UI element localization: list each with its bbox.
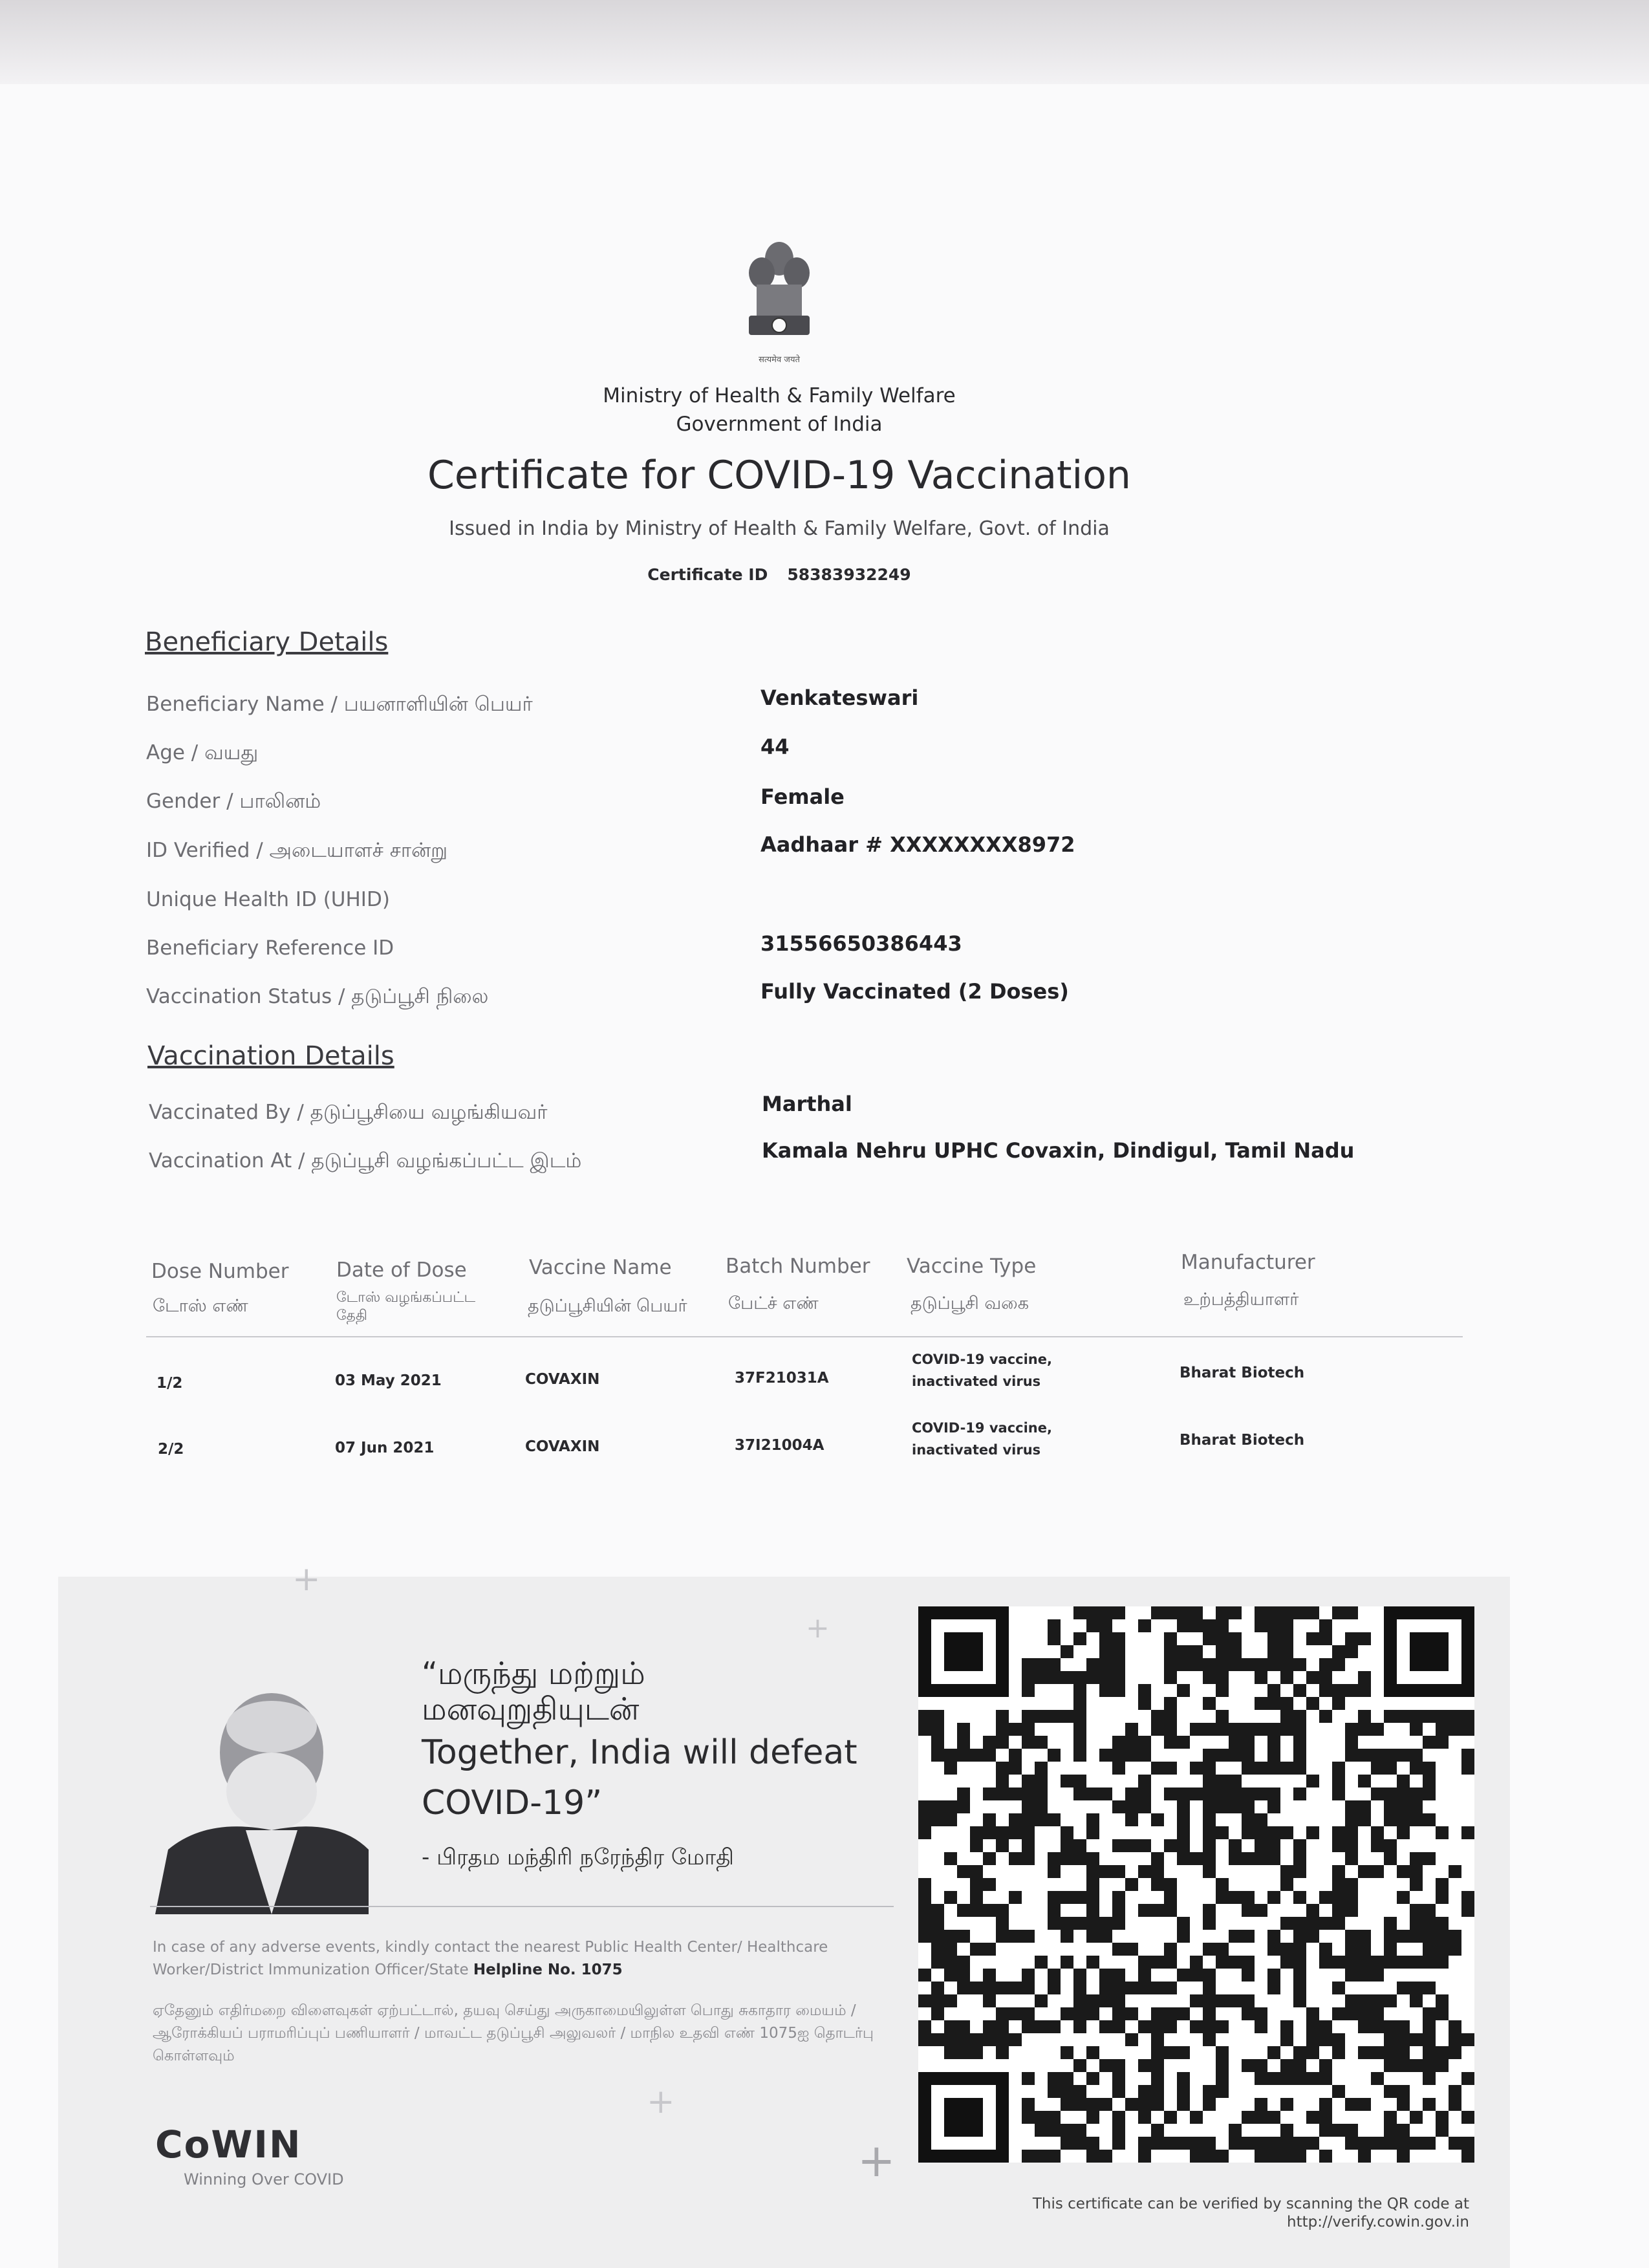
beneficiary-heading: Beneficiary Details bbox=[145, 627, 389, 657]
vaccinated-by-label: Vaccinated By / தடுப்பூசியை வழங்கியவர் bbox=[149, 1101, 548, 1124]
dose2-type-line1: COVID-19 vaccine, bbox=[912, 1420, 1052, 1436]
plus-decoration-icon: + bbox=[857, 2134, 896, 2187]
th-vaccine-type: Vaccine Type bbox=[907, 1255, 1037, 1278]
quote-tamil-line2: மனவுறுதியுடன் bbox=[422, 1691, 640, 1727]
quote-attribution: - பிரதம மந்திரி நரேந்திர மோதி bbox=[422, 1844, 734, 1870]
scan-shadow bbox=[0, 0, 1649, 84]
th-dose-number: Dose Number bbox=[151, 1260, 289, 1283]
adverse-events-english bbox=[153, 1936, 896, 1982]
th-date-of-dose: Date of Dose bbox=[336, 1258, 467, 1282]
dose1-number: 1/2 bbox=[156, 1375, 183, 1392]
quote-tamil-line1: “மருந்து மற்றும் bbox=[422, 1656, 645, 1692]
th-dose-number-ta: டோஸ் எண் bbox=[153, 1296, 248, 1316]
vaccination-at-label: Vaccination At / தடுப்பூசி வழங்கப்பட்ட இடம் bbox=[149, 1149, 582, 1172]
dose1-manufacturer: Bharat Biotech bbox=[1180, 1365, 1305, 1381]
dose1-type-line1: COVID-19 vaccine, bbox=[912, 1352, 1052, 1367]
verification-note bbox=[905, 2195, 1469, 2231]
age-value: 44 bbox=[760, 735, 790, 759]
vaccination-status-label: Vaccination Status / தடுப்பூசி நிலை bbox=[146, 985, 489, 1008]
certificate-id-label: Certificate ID bbox=[647, 565, 768, 584]
plus-decoration-icon: + bbox=[806, 1612, 830, 1645]
vaccination-at-value: Kamala Nehru UPHC Covaxin, Dindigul, Tamil Nadu bbox=[762, 1138, 1355, 1163]
vaccination-status-value: Fully Vaccinated (2 Doses) bbox=[760, 979, 1069, 1004]
id-verified-label: ID Verified / அடையாளச் சான்று bbox=[146, 839, 448, 862]
th-manufacturer: Manufacturer bbox=[1181, 1251, 1315, 1274]
th-vaccine-type-ta: தடுப்பூசி வகை bbox=[911, 1293, 1029, 1313]
verification-qr-code[interactable] bbox=[918, 1606, 1474, 2163]
banner-divider bbox=[150, 1906, 894, 1907]
emblem-caption: सत्यमेव जयते bbox=[759, 355, 800, 365]
plus-decoration-icon: + bbox=[647, 2082, 675, 2121]
quote-english-line1: Together, India will defeat bbox=[422, 1733, 857, 1772]
verification-text: This certificate can be verified by scanning the QR code at bbox=[1032, 2196, 1469, 2212]
certificate-id-value: 58383932249 bbox=[787, 565, 911, 584]
vaccination-heading: Vaccination Details bbox=[147, 1041, 394, 1071]
dose1-vaccine: COVAXIN bbox=[525, 1371, 600, 1388]
dose1-date: 03 May 2021 bbox=[335, 1372, 442, 1389]
dose2-number: 2/2 bbox=[158, 1441, 184, 1458]
certificate-title: Certificate for COVID-19 Vaccination bbox=[427, 453, 1131, 498]
dose2-manufacturer: Bharat Biotech bbox=[1180, 1432, 1305, 1449]
dose2-batch: 37I21004A bbox=[735, 1437, 824, 1454]
th-vaccine-name-ta: தடுப்பூசியின் பெயர் bbox=[528, 1296, 687, 1316]
th-vaccine-name: Vaccine Name bbox=[529, 1256, 672, 1279]
id-verified-value: Aadhaar # XXXXXXXX8972 bbox=[760, 832, 1075, 857]
verification-url: http://verify.cowin.gov.in bbox=[1287, 2214, 1469, 2230]
th-manufacturer-ta: உற்பத்தியாளர் bbox=[1183, 1290, 1299, 1310]
vaccinated-by-value: Marthal bbox=[762, 1092, 852, 1116]
th-batch-number: Batch Number bbox=[726, 1255, 870, 1278]
dose2-vaccine: COVAXIN bbox=[525, 1438, 600, 1455]
prime-minister-photo bbox=[149, 1681, 382, 1914]
beneficiary-name-label: Beneficiary Name / பயனாளியின் பெயர் bbox=[146, 693, 533, 716]
gender-value: Female bbox=[760, 784, 845, 809]
certificate-id bbox=[0, 565, 1558, 584]
reference-id-label: Beneficiary Reference ID bbox=[146, 936, 394, 960]
dose2-type-line2: inactivated virus bbox=[912, 1442, 1041, 1458]
adverse-events-tamil: ஏதேனும் எதிர்மறை விளைவுகள் ஏற்பட்டால், தயவு செய்து அருகாமையிலுள்ள பொது சுகாதார மையம் / ஆரோக்கியப் பராமரிப்புப் பணியாளர் / மாவட்ட தடுப்பூசி அலுவலர் / மாநில உதவி எண் 1075ஐ தொடர்பு கொள்ளவும் bbox=[153, 2002, 874, 2064]
helpline-number: Helpline No. 1075 bbox=[473, 1961, 623, 1978]
government-name: Government of India bbox=[676, 413, 883, 436]
dose1-batch: 37F21031A bbox=[735, 1370, 829, 1387]
dose2-date: 07 Jun 2021 bbox=[335, 1440, 435, 1456]
adverse-events-text: In case of any adverse events, kindly contact the nearest Public Health Center/ Healthcare Worker/District Immunization Officer/State bbox=[153, 1939, 828, 1978]
cowin-logo: CoWIN bbox=[155, 2122, 302, 2166]
th-batch-number-ta: பேட்ச் எண் bbox=[728, 1293, 819, 1313]
uhid-label: Unique Health ID (UHID) bbox=[146, 888, 390, 911]
dose1-type-line2: inactivated virus bbox=[912, 1374, 1041, 1389]
reference-id-value: 31556650386443 bbox=[760, 931, 962, 956]
beneficiary-name-value: Venkateswari bbox=[760, 686, 919, 710]
quote-english-line2: COVID-19” bbox=[422, 1784, 603, 1822]
plus-decoration-icon: + bbox=[292, 1560, 321, 1599]
th-date-of-dose-ta: டோஸ் வழங்கப்பட்ட தேதி bbox=[336, 1290, 476, 1324]
national-emblem-icon bbox=[737, 233, 821, 369]
gender-label: Gender / பாலினம் bbox=[146, 790, 321, 813]
age-label: Age / வயது bbox=[146, 741, 259, 764]
ministry-name: Ministry of Health & Family Welfare bbox=[603, 384, 956, 407]
cowin-tagline: Winning Over COVID bbox=[184, 2170, 344, 2188]
issued-by: Issued in India by Ministry of Health & Family Welfare, Govt. of India bbox=[449, 517, 1110, 540]
table-divider bbox=[146, 1336, 1463, 1337]
